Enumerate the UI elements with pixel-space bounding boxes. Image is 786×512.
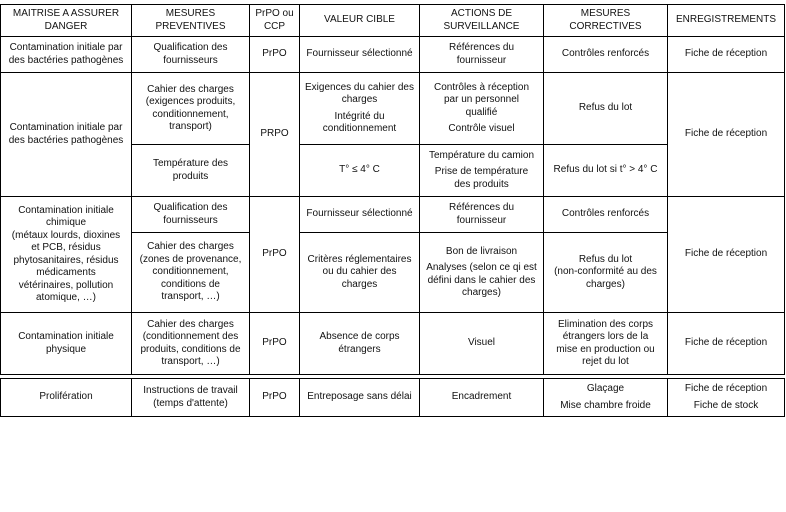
haccp-table-wrapper: [0, 4, 785, 417]
table-row: [1, 313, 785, 375]
mesure-cell: Instructions de travail (temps d'attente): [132, 379, 250, 417]
cible-cell: Entreposage sans délai: [300, 379, 420, 417]
prpo-cell: PrPO: [250, 197, 300, 313]
haccp-table: [0, 4, 785, 417]
corrective-cell: Refus du lot (non-conformité au des charges): [544, 233, 668, 313]
danger-cell: Contamination initiale physique: [1, 313, 132, 375]
surveillance-cell: Références du fournisseur: [420, 37, 544, 73]
table-row: [1, 73, 785, 145]
header-actions-surveillance: ACTIONS DE SURVEILLANCE: [420, 5, 544, 37]
corrective-cell: Contrôles renforcés: [544, 197, 668, 233]
prpo-cell: PRPO: [250, 73, 300, 197]
corrective-cell: Refus du lot si t° > 4° C: [544, 145, 668, 197]
table-row: [1, 37, 785, 73]
header-valeur-cible: VALEUR CIBLE: [300, 5, 420, 37]
header-enregistrements: ENREGISTREMENTS: [668, 5, 785, 37]
mesure-cell: Qualification des fournisseurs: [132, 197, 250, 233]
table-row: [1, 379, 785, 417]
danger-cell: Contamination initiale par des bactéries pathogènes: [1, 37, 132, 73]
corrective-cell: Contrôles renforcés: [544, 37, 668, 73]
danger-cell: Contamination initiale par des bactéries pathogènes: [1, 73, 132, 197]
header-mesures-correctives: MESURES CORRECTIVES: [544, 5, 668, 37]
danger-cell: Contamination initiale chimique (métaux lourds, dioxines et PCB, résidus phytosanitaires, résidus médicaments vétérinaires, pollution atomique, …): [1, 197, 132, 313]
enregistrement-cell: Fiche de réception Fiche de stock: [668, 379, 785, 417]
header-row: [1, 5, 785, 37]
cible-cell: T° ≤ 4° C: [300, 145, 420, 197]
surveillance-cell: Visuel: [420, 313, 544, 375]
surveillance-cell: Contrôles à réception par un personnel qualifié Contrôle visuel: [420, 73, 544, 145]
prpo-cell: PrPO: [250, 313, 300, 375]
surveillance-cell: Température du camion Prise de température des produits: [420, 145, 544, 197]
header-mesures-preventives: MESURES PREVENTIVES: [132, 5, 250, 37]
enregistrement-cell: Fiche de réception: [668, 73, 785, 197]
mesure-cell: Cahier des charges (conditionnement des produits, conditions de transport, …): [132, 313, 250, 375]
mesure-cell: Cahier des charges (exigences produits, conditionnement, transport): [132, 73, 250, 145]
cible-cell: Absence de corps étrangers: [300, 313, 420, 375]
prpo-cell: PrPO: [250, 379, 300, 417]
mesure-cell: Température des produits: [132, 145, 250, 197]
surveillance-cell: Références du fournisseur: [420, 197, 544, 233]
enregistrement-cell: Fiche de réception: [668, 313, 785, 375]
prpo-cell: PrPO: [250, 37, 300, 73]
surveillance-cell: Encadrement: [420, 379, 544, 417]
enregistrement-cell: Fiche de réception: [668, 197, 785, 313]
cible-cell: Fournisseur sélectionné: [300, 197, 420, 233]
mesure-cell: Cahier des charges (zones de provenance, conditionnement, conditions de transport, …): [132, 233, 250, 313]
table-row: [1, 197, 785, 233]
cible-cell: Exigences du cahier des charges Intégrité du conditionnement: [300, 73, 420, 145]
surveillance-cell: Bon de livraison Analyses (selon ce qi est défini dans le cahier des charges): [420, 233, 544, 313]
header-prpo: PrPO ou CCP: [250, 5, 300, 37]
danger-cell: Prolifération: [1, 379, 132, 417]
cible-cell: Critères réglementaires ou du cahier des charges: [300, 233, 420, 313]
header-danger: MAITRISE A ASSURER DANGER: [1, 5, 132, 37]
enregistrement-cell: Fiche de réception: [668, 37, 785, 73]
corrective-cell: Glaçage Mise chambre froide: [544, 379, 668, 417]
cible-cell: Fournisseur sélectionné: [300, 37, 420, 73]
mesure-cell: Qualification des fournisseurs: [132, 37, 250, 73]
corrective-cell: Elimination des corps étrangers lors de la mise en production ou rejet du lot: [544, 313, 668, 375]
corrective-cell: Refus du lot: [544, 73, 668, 145]
